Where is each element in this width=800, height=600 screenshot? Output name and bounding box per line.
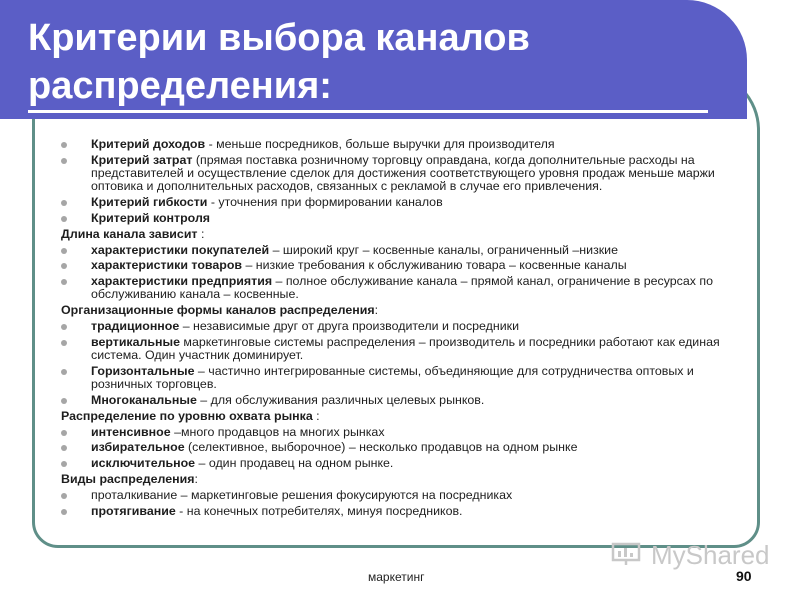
bold-term: Организационные формы каналов распределения xyxy=(61,303,375,318)
bullet-item xyxy=(61,365,721,392)
footer-label: маркетинг xyxy=(368,570,425,584)
item-text: – низкие требования к обслуживанию товара – косвенные каналы xyxy=(242,258,627,273)
item-text: (прямая поставка розничному торговцу оправдана, когда дополнительные расходы на представителей и осуществление сделок для достижения соответствующего уровня продаж меньше маржи оптовика и дополнительных расходов, связанных с рекламой в случае его привлечения. xyxy=(91,152,715,194)
bullet-item xyxy=(61,196,721,209)
bullet-icon xyxy=(61,324,67,330)
bold-term: Длина канала зависит xyxy=(61,226,198,241)
bullet-item xyxy=(61,489,721,502)
item-text: - меньше посредников, больше выручки для производителя xyxy=(205,137,555,151)
bullet-item xyxy=(61,441,721,454)
bold-term: Многоканальные xyxy=(91,393,197,408)
bullet-icon xyxy=(61,263,67,269)
bullet-icon xyxy=(61,461,67,467)
bold-term: Виды распределения xyxy=(61,472,195,487)
bold-term: Критерий затрат xyxy=(91,152,193,167)
item-text: –много продавцов на многих рынках xyxy=(170,424,385,439)
item-text: – полное обслуживание канала – прямой канал, ограничение в ресурсах по обслуживанию канала – косвенные. xyxy=(91,274,713,302)
bold-term: интенсивное xyxy=(91,424,171,439)
bullet-icon xyxy=(61,445,67,451)
bullet-item xyxy=(61,336,721,363)
item-text: (селективное, выборочное) – несколько продавцов на одном рынке xyxy=(184,440,578,455)
bullet-icon xyxy=(61,430,67,436)
watermark-text: MyShared xyxy=(651,540,770,570)
bullet-item xyxy=(61,154,721,194)
item-text: – один продавец на одном рынке. xyxy=(195,456,394,471)
bullet-icon xyxy=(61,340,67,346)
bold-term: Критерий гибкости xyxy=(91,195,208,210)
bullet-item xyxy=(61,505,721,518)
section-heading xyxy=(61,410,721,423)
bold-term: характеристики предприятия xyxy=(91,274,273,289)
bullet-item xyxy=(61,138,721,151)
bold-term: протягивание xyxy=(91,503,176,518)
item-text: : xyxy=(197,226,205,241)
bold-term: Критерий контроля xyxy=(91,210,211,225)
bullet-item xyxy=(61,259,721,272)
item-text: маркетинговые системы распределения – производитель и посредники работают как единая система. Один участник доминирует. xyxy=(91,334,720,363)
section-heading xyxy=(61,473,721,486)
bullet-icon xyxy=(61,158,67,164)
bullet-icon xyxy=(61,398,67,404)
bullet-icon xyxy=(61,493,67,499)
bold-term: Критерий доходов xyxy=(91,137,206,151)
bullet-item xyxy=(61,212,721,225)
bullet-icon xyxy=(61,248,67,254)
bold-term: характеристики покупателей xyxy=(91,242,270,257)
title-line-2: распределения: xyxy=(28,62,708,113)
bold-term: вертикальные xyxy=(91,334,180,349)
section-heading xyxy=(61,228,721,241)
bold-term: исключительное xyxy=(91,456,196,471)
slide-content xyxy=(61,138,721,520)
item-text: - уточнения при формировании каналов xyxy=(207,195,443,210)
section-heading xyxy=(61,304,721,317)
bold-term: Распределение по уровню охвата рынка xyxy=(61,408,313,423)
presentation-icon xyxy=(611,542,641,566)
watermark-logo xyxy=(611,540,771,570)
bold-term: избирательное xyxy=(91,440,185,455)
item-text: – широкий круг – косвенные каналы, ограниченный –низкие xyxy=(269,242,618,257)
item-text: - на конечных потребителях, минуя посредников. xyxy=(175,503,463,518)
title-line-1: Критерии выбора каналов xyxy=(28,17,530,59)
item-text: – независимые друг от друга производители и посредники xyxy=(179,319,519,334)
bullet-icon xyxy=(61,369,67,375)
bold-term: Горизонтальные xyxy=(91,363,195,378)
bullet-icon xyxy=(61,509,67,515)
item-text: : xyxy=(312,408,320,423)
bullet-item xyxy=(61,320,721,333)
bullet-item xyxy=(61,244,721,257)
bold-term: характеристики товаров xyxy=(91,258,242,273)
bullet-icon xyxy=(61,142,67,148)
item-text: – для обслуживания различных целевых рынков. xyxy=(196,393,485,408)
bold-term: традиционное xyxy=(91,319,180,334)
bullet-item xyxy=(61,394,721,407)
slide-title xyxy=(28,14,728,113)
bullet-item xyxy=(61,426,721,439)
page-number: 90 xyxy=(736,568,752,584)
bullet-item xyxy=(61,275,721,302)
bullet-icon xyxy=(61,200,67,206)
item-text: проталкивание – маркетинговые решения фокусируются на посредниках xyxy=(91,487,513,502)
item-text: – частично интегрированные системы, объединяющие для сотрудничества оптовых и розничных торговцев. xyxy=(91,363,694,392)
bullet-icon xyxy=(61,216,67,222)
bullet-icon xyxy=(61,279,67,285)
bullet-item xyxy=(61,457,721,470)
item-text: : xyxy=(374,303,379,318)
item-text: : xyxy=(194,472,198,487)
